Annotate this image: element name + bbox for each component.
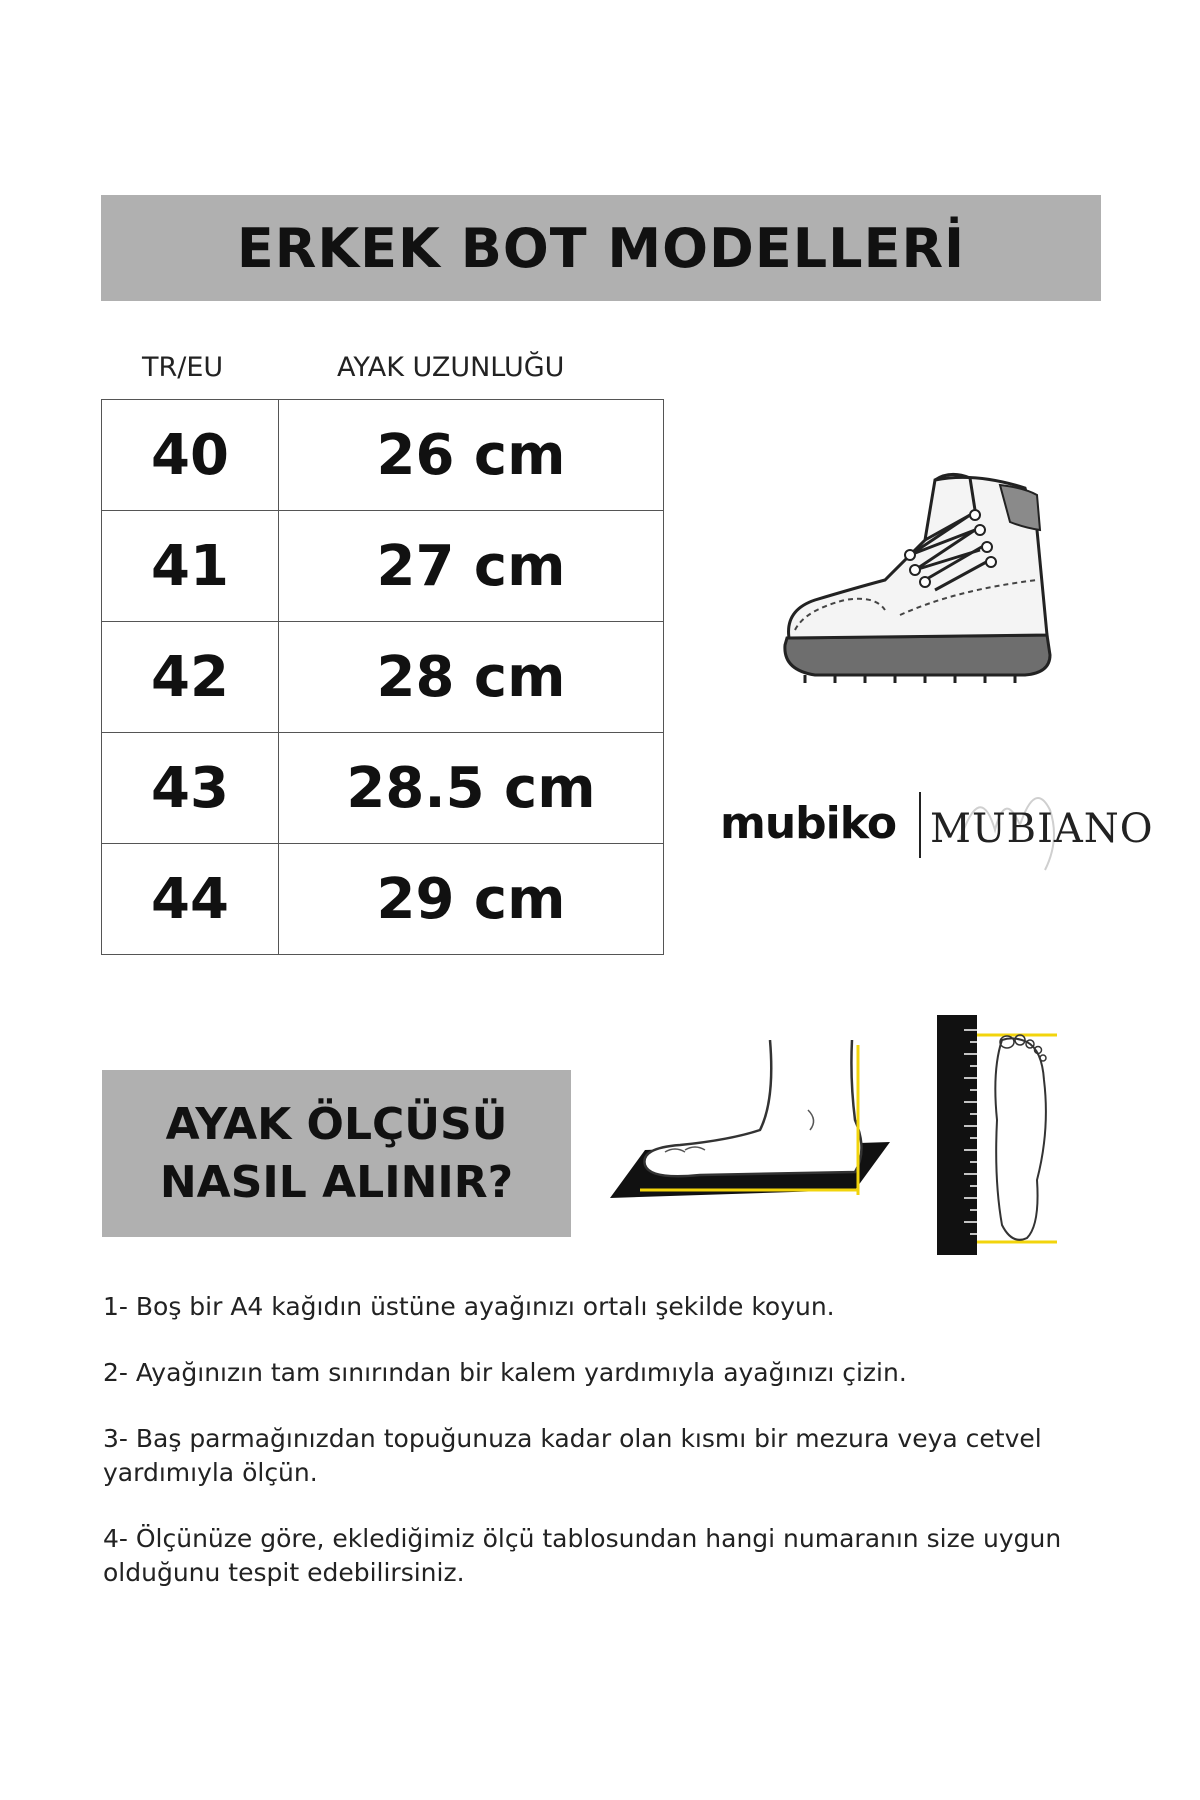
length-cell: 29 cm xyxy=(279,844,664,955)
table-row xyxy=(102,622,664,733)
table-row xyxy=(102,733,664,844)
how-to-banner xyxy=(102,1070,571,1237)
size-cell: 42 xyxy=(102,622,279,733)
table-row xyxy=(102,400,664,511)
instruction-step: 2- Ayağınızın tam sınırından bir kalem yardımıyla ayağınızı çizin. xyxy=(103,1358,907,1387)
logo-mubiko: mubiko xyxy=(720,798,897,849)
logo-mubiano: MUBIANO xyxy=(930,806,1154,852)
size-cell: 40 xyxy=(102,400,279,511)
table-row xyxy=(102,844,664,955)
title-banner xyxy=(101,195,1101,301)
brand-logos xyxy=(720,770,1154,890)
how-to-title-line1: AYAK ÖLÇÜSÜ xyxy=(165,1098,508,1150)
size-table xyxy=(101,399,664,955)
foot-ruler-icon xyxy=(932,1010,1062,1260)
instruction-step: 1- Boş bir A4 kağıdın üstüne ayağınızı ortalı şekilde koyun. xyxy=(103,1292,835,1321)
instructions xyxy=(103,1290,1103,1622)
table-row xyxy=(102,511,664,622)
length-cell: 27 cm xyxy=(279,511,664,622)
foot-side-icon xyxy=(610,1040,900,1240)
length-cell: 28.5 cm xyxy=(279,733,664,844)
length-cell: 26 cm xyxy=(279,400,664,511)
length-cell: 28 cm xyxy=(279,622,664,733)
instruction-step: 3- Baş parmağınızdan topuğunuza kadar olan kısmı bir mezura veya cetvel yardımıyla ölçün. xyxy=(103,1424,1042,1487)
size-cell: 44 xyxy=(102,844,279,955)
how-to-title-line2: NASIL ALINIR? xyxy=(159,1156,514,1208)
size-cell: 43 xyxy=(102,733,279,844)
column-header-size: TR/EU xyxy=(142,352,224,383)
boot-icon xyxy=(775,470,1055,690)
page-title: ERKEK BOT MODELLERİ xyxy=(236,216,966,280)
size-cell: 41 xyxy=(102,511,279,622)
column-header-length: AYAK UZUNLUĞU xyxy=(337,352,565,383)
instruction-step: 4- Ölçünüze göre, eklediğimiz ölçü tablosundan hangi numaranın size uygun olduğunu tespit edebilirsiniz. xyxy=(103,1524,1062,1587)
logo-separator xyxy=(919,792,921,858)
